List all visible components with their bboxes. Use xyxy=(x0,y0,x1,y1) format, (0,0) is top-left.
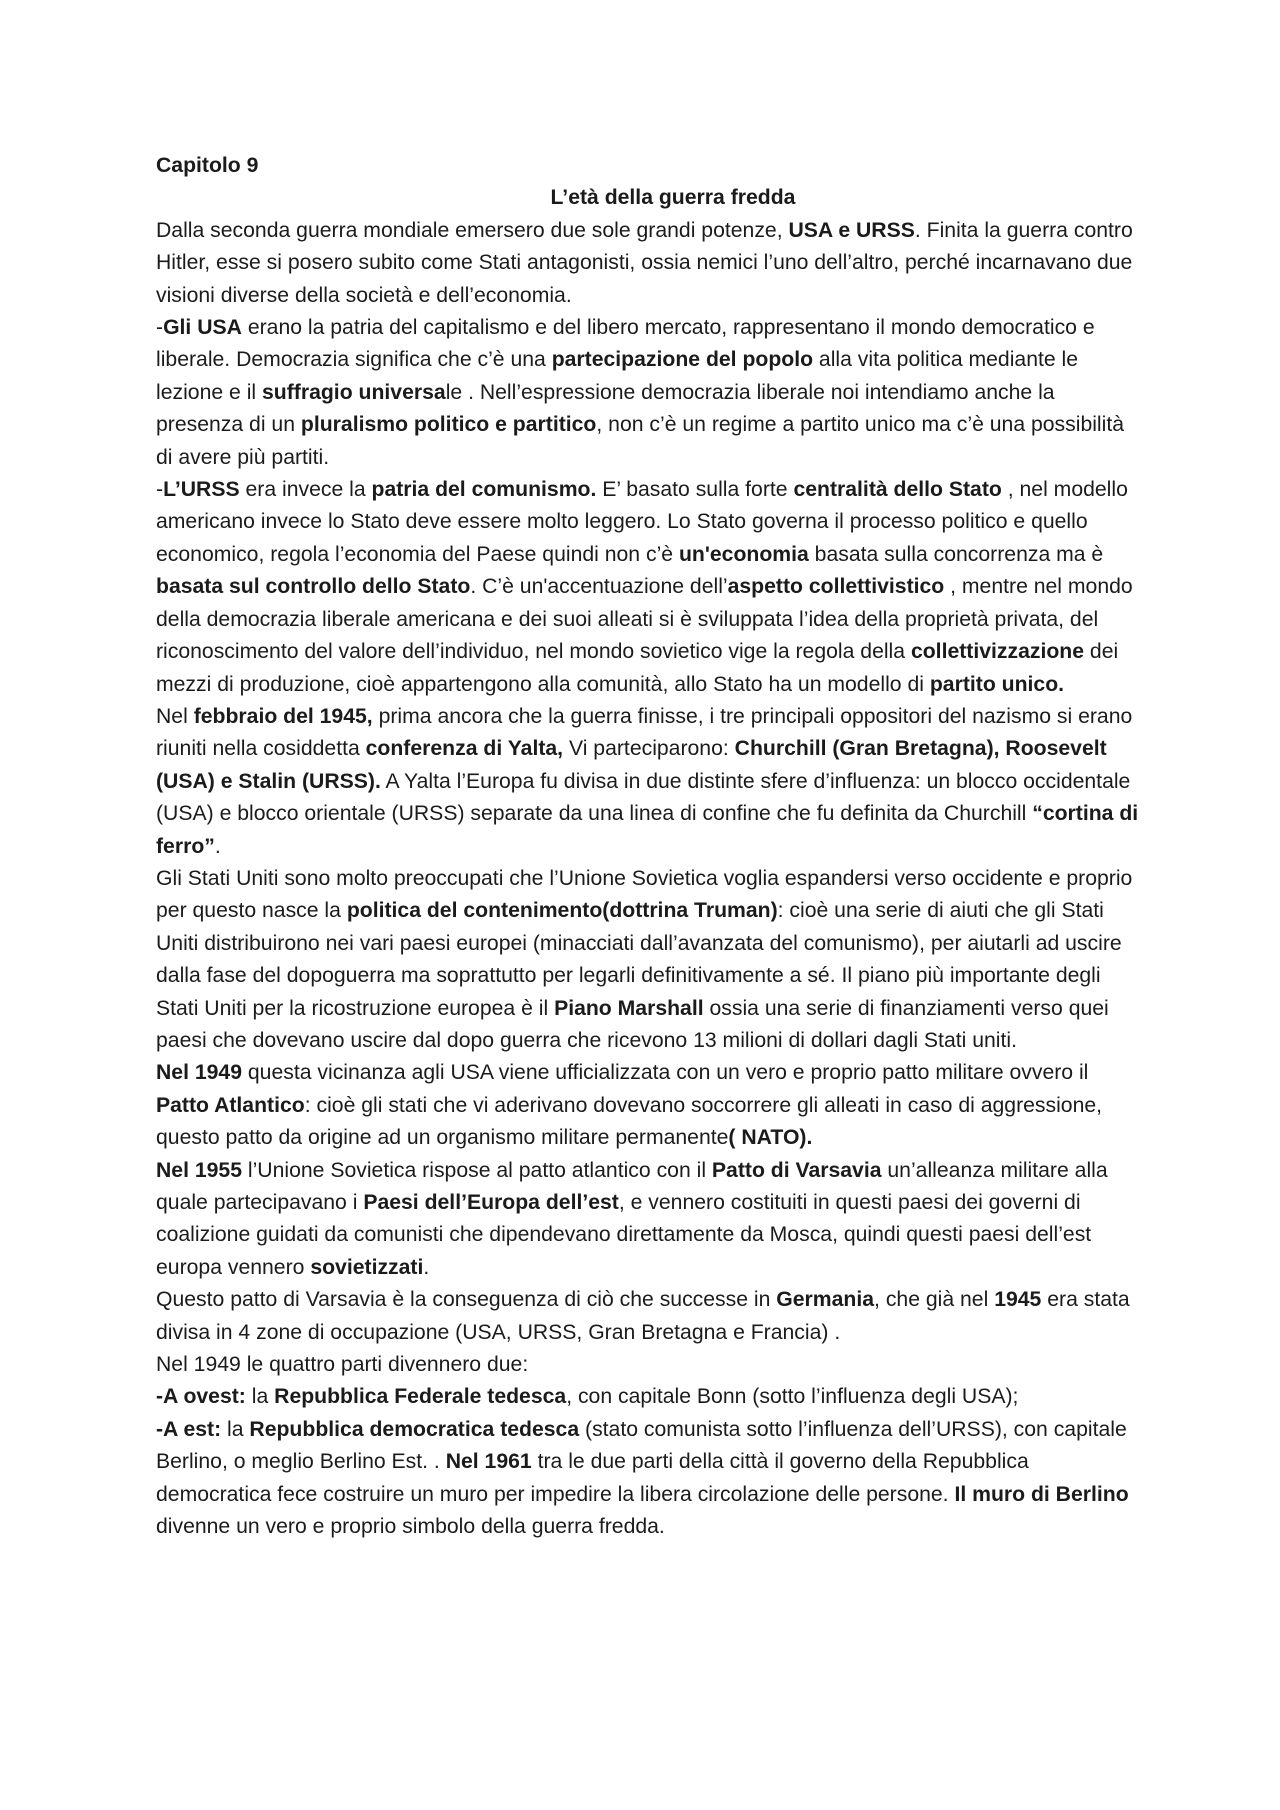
paragraph xyxy=(156,215,1146,312)
text-run: basata sulla concorrenza ma è xyxy=(808,542,1104,566)
document-title: L’età della guerra fredda xyxy=(550,186,796,210)
text-run: Nel 1949 le quattro parti divennero due: xyxy=(156,1353,529,1377)
paragraph xyxy=(156,1155,1146,1285)
bold-text-run: sovietizzati xyxy=(310,1255,424,1279)
text-run: era invece la xyxy=(239,478,372,502)
paragraph xyxy=(156,1284,1146,1349)
bold-text-run: partecipazione del popolo xyxy=(551,348,814,372)
text-run: , mentre nel mondo della democrazia liberale americana e dei suoi alleati si è sviluppata l’idea della proprietà privata, del riconoscimento del valore dell’individuo, nel mondo sovietico vige la regola della xyxy=(156,575,1133,664)
paragraph xyxy=(156,701,1146,863)
text-run: l’Unione Sovietica rispose al patto atlantico con il xyxy=(242,1158,712,1182)
bold-text-run: USA xyxy=(788,218,833,242)
bold-text-run: ( NATO). xyxy=(728,1126,813,1150)
bold-text-run: conferenza di Yalta, xyxy=(365,737,564,761)
text-run: Questo patto di Varsavia è la conseguenza di ciò che successe in xyxy=(156,1288,777,1312)
text-run: tra le due parti della città il governo della Repubblica democratica fece costruire un muro per impedire la libera circolazione delle persone. xyxy=(156,1450,1029,1506)
text-run: le . Nell’espressione democrazia liberale noi intendiamo anche la presenza di un xyxy=(156,380,1055,437)
bold-text-run: collettivizzazione xyxy=(910,640,1085,664)
paragraph xyxy=(156,1414,1146,1544)
text-run: , e vennero costituiti in questi paesi dei governi di coalizione guidati da comunisti che dipendevano direttamente da Mosca, quindi questi paesi dell’est europa vennero xyxy=(156,1191,1092,1279)
bold-text-run: -A est: xyxy=(156,1417,222,1441)
bold-text-run: pluralismo politico e partitico xyxy=(300,413,597,437)
text-run: : cioè gli stati che vi aderivano dovevano soccorrere gli alleati in caso di aggressione, questo patto da origine ad un organismo militare permanente xyxy=(156,1093,1103,1150)
text-run: Gli Stati Uniti sono molto preoccupati che l’Unione Sovietica voglia espandersi verso occidente e proprio per questo nasce la xyxy=(156,866,1133,923)
bold-text-run: suffragio universa xyxy=(262,380,446,404)
bold-text-run: Repubblica democratica tedesca xyxy=(249,1417,580,1441)
text-run: , non c’è un regime a partito unico ma c’è una possibilità di avere più partiti. xyxy=(156,413,1125,469)
text-run: . xyxy=(423,1255,430,1279)
text-run: . Finita la guerra contro Hitler, esse si posero subito come Stati antagonisti, ossia nemici l’uno dell’altro, perché incarnavano due visioni diverse della società e dell’economia. xyxy=(156,218,1133,307)
text-run: la xyxy=(245,1385,275,1409)
paragraph xyxy=(156,474,1146,701)
text-run: (stato comunista sotto l’influenza dell’URSS), con capitale Berlino, o meglio Berlino Est. . xyxy=(156,1417,1127,1474)
bold-text-run: patria del comunismo. xyxy=(371,478,597,502)
text-run: prima ancora che la guerra finisse, i tre principali oppositori del nazismo si erano riuniti nella cosiddetta xyxy=(156,704,1133,761)
bold-text-run: Piano Marshall xyxy=(554,996,704,1020)
text-run: Dalla seconda guerra mondiale emersero due sole grandi potenze, xyxy=(156,218,789,242)
paragraph xyxy=(156,1057,1146,1154)
text-run: . C’è un'accentuazione dell’ xyxy=(470,575,728,599)
text-run: la xyxy=(221,1417,250,1441)
paragraph xyxy=(156,312,1146,474)
text-run: Nel xyxy=(156,704,194,728)
bold-text-run: aspetto collettivistico xyxy=(727,575,945,599)
bold-text-run: Patto di Varsavia xyxy=(711,1158,882,1182)
document-page xyxy=(156,150,1146,1543)
text-run: erano la patria del capitalismo e del libero mercato, rappresentano il mondo democratico e liberale. Democrazia significa che c’è una xyxy=(156,316,1095,372)
chapter-heading: Capitolo 9 xyxy=(156,154,259,177)
text-run: , nel modello americano invece lo Stato deve essere molto leggero. Lo Stato governa il processo politico e quello economico, regola l’economia del Paese quindi non c’è xyxy=(156,478,1128,566)
paragraph xyxy=(156,1349,1146,1381)
bold-text-run: Paesi dell’Europa dell’est xyxy=(363,1191,619,1214)
bold-text-run: Nel 1949 xyxy=(156,1061,242,1085)
bold-text-run: URSS xyxy=(856,218,915,242)
bold-text-run: Gli USA xyxy=(163,316,242,340)
text-run: , che già nel xyxy=(874,1288,995,1312)
bold-text-run: “cortina di ferro” xyxy=(156,802,1139,858)
bold-text-run: basata sul controllo dello Stato xyxy=(156,575,471,599)
bold-text-run: Nel 1955 xyxy=(156,1158,242,1182)
text-run: alla vita politica mediante le lezione e il xyxy=(156,348,1079,404)
paragraph xyxy=(156,1381,1146,1413)
bold-text-run: Churchill (Gran Bretagna), Roosevelt (USA) e Stalin (URSS). xyxy=(156,737,1107,793)
text-run: A Yalta l’Europa fu divisa in due distinte sfere d’influenza: un blocco occidentale (USA) e blocco orientale (URSS) separate da una linea di confine che fu definita da Churchill xyxy=(156,769,1131,826)
bold-text-run: Germania xyxy=(776,1288,875,1312)
text-run: - xyxy=(156,316,164,340)
text-run: . xyxy=(214,834,221,858)
text-run: , con capitale Bonn (sotto l’influenza degli USA); xyxy=(566,1385,1019,1409)
bold-text-run: -A ovest: xyxy=(156,1385,246,1409)
bold-text-run: 1945 xyxy=(994,1288,1042,1312)
text-run: - xyxy=(156,478,164,502)
bold-text-run: Repubblica Federale tedesca xyxy=(274,1385,567,1409)
document-body xyxy=(156,215,1146,1544)
text-run: dei mezzi di produzione, cioè appartengono alla comunità, allo Stato ha un modello di xyxy=(156,640,1119,696)
bold-text-run: partito unico. xyxy=(929,672,1065,696)
text-run: ossia una serie di finanziamenti verso quei paesi che dovevano uscire dal dopo guerra che ricevono 13 milioni di dollari dagli Stati uniti. xyxy=(156,996,1109,1052)
text-run: questa vicinanza agli USA viene ufficializzata con un vero e proprio patto militare ovvero il xyxy=(242,1061,1089,1085)
bold-text-run: Patto Atlantico xyxy=(156,1093,305,1117)
bold-text-run: un'economia xyxy=(678,542,809,566)
bold-text-run: e xyxy=(832,218,856,242)
text-run: un’alleanza militare alla quale partecipavano i xyxy=(156,1158,1108,1214)
bold-text-run: L’URSS xyxy=(163,478,240,502)
bold-text-run: febbraio del 1945, xyxy=(193,704,373,728)
text-run: : cioè una serie di aiuti che gli Stati Uniti distribuirono nei vari paesi europei (minacciati dall’avanzata del comunismo), per aiutarli ad uscire dalla fase del dopoguerra ma soprattutto per legarli definitivamente a sé. Il piano più importante degli Stati Uniti per la ricostruzione europea è il xyxy=(156,899,1122,1020)
paragraph xyxy=(156,863,1146,1057)
bold-text-run: centralità dello Stato xyxy=(793,478,1002,502)
bold-text-run: politica del contenimento(dottrina Truman) xyxy=(346,899,778,923)
text-run: era stata divisa in 4 zone di occupazione (USA, URSS, Gran Bretagna e Francia) . xyxy=(156,1288,1130,1344)
bold-text-run: Nel 1961 xyxy=(445,1450,532,1474)
bold-text-run: Il muro di Berlino xyxy=(954,1482,1129,1506)
text-run: divenne un vero e proprio simbolo della guerra fredda. xyxy=(156,1515,665,1539)
text-run: Vi parteciparono: xyxy=(563,737,735,761)
text-run: E’ basato sulla forte xyxy=(596,478,794,502)
